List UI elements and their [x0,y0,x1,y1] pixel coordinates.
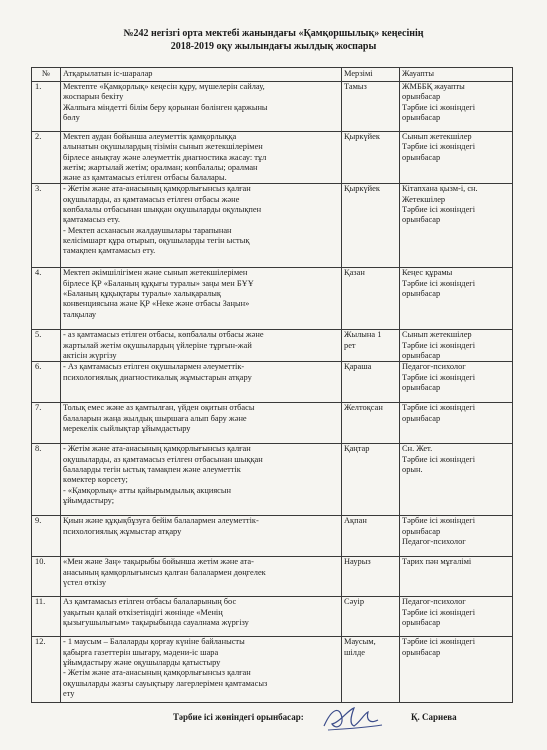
activity-line: Мектеп аудан бойынша әлеуметтік қамқорлыққа [63,132,237,141]
responsible-line: Тарих пән мұғалімі [402,557,472,567]
responsible-line: Сынып жетекшілер [402,132,472,141]
activity-cell [61,516,342,557]
activity-line: балаларын жаңа жылдық шыршаға алып бару және [63,413,247,423]
table-row [32,362,513,403]
row-number: 7. [32,403,61,444]
term-cell [342,597,400,637]
responsible-cell [400,330,513,362]
activity-line: көпбалалы отбасынан шыққан оқушыларды оқулықпен [63,205,262,215]
activity-line: - «Қамқорлық» атты қайырымдылық акциясын [63,485,231,495]
term-line: Жылына 1 [344,330,382,340]
activity-cell [61,184,342,268]
responsible-line: Сынып жетекшілер [402,330,472,340]
row-number: 4. [32,268,61,330]
table-body [32,82,513,703]
row-number: 3. [32,184,61,268]
responsible-line: орынбасар [402,413,441,423]
handwritten-signature [318,700,388,734]
responsible-line: орынбасар [402,215,441,225]
signature-name: Қ. Сариева [411,712,457,722]
document-title-line-1: №242 негізгі орта мектебі жанындағы «Қамқоршылық» кеңесінің [123,28,424,39]
activity-cell [61,557,342,597]
activity-line: Қиын және құқықбұзуға бейім балалармен әлеуметтік- [63,516,259,526]
signature-position: Тәрбие ісі жөніндегі орынбасар: [173,712,304,722]
term-cell [342,516,400,557]
responsible-cell [400,597,513,637]
activity-line: - Аз қамтамасыз етілген оқушылармен әлеуметтік- [63,362,245,372]
activity-cell [61,362,342,403]
activity-line: балаларды тегін ыстық тамақпен және әлеуметтік [63,464,241,474]
responsible-line: Педагог-психолог [402,536,466,546]
activity-line: актісін жүргізу [63,351,117,361]
activity-line: Толық емес және аз қамтылған, үйден оқитын отбасы [63,403,255,413]
plan-table [31,67,513,703]
activity-line: оқушыларды жазғы сауықтыру лагерлерімен қамтамасыз [63,678,268,688]
term-cell [342,82,400,132]
row-number: 6. [32,362,61,403]
responsible-line: Педагог-психолог [402,597,466,607]
activity-line: - 1 маусым – Балаларды қорғау күніне байланысты [63,637,245,647]
activity-line: талқылау [63,309,97,319]
responsible-line: Сн. Жет. [402,444,433,454]
activity-line: психологиялық жұмыстар атқару [63,526,182,536]
activity-line: жоспарын бекіту [63,92,124,102]
term-line: Қыркүйек [344,132,380,141]
activity-cell [61,597,342,637]
activity-line: үстел өткізу [63,577,107,587]
term-line: Қазан [344,268,365,278]
term-line: Желтоқсан [344,403,383,413]
responsible-cell [400,637,513,703]
header-activity: Атқарылатын іс-шаралар [61,68,342,82]
table-row [32,82,513,132]
term-cell [342,268,400,330]
table-header-row [32,68,513,82]
term-cell [342,444,400,516]
responsible-line: Тәрбие ісі жөніндегі [402,607,476,617]
activity-cell [61,444,342,516]
row-number: 1. [32,82,61,132]
responsible-line: орынбасар [402,112,441,122]
activity-line: келісімшарт құра отырып, оқушыларды тегін ыстық [63,235,250,245]
responsible-cell [400,362,513,403]
row-number: 11. [32,597,61,637]
term-line: Тамыз [344,82,367,91]
table-row [32,268,513,330]
responsible-line: орынбасар [402,152,441,162]
responsible-line: Педагог-психолог [402,362,466,372]
responsible-cell [400,82,513,132]
row-number: 2. [32,132,61,184]
activity-cell [61,330,342,362]
term-cell [342,330,400,362]
activity-line: оқушыларды, аз қамтамасыз етілген отбасы және [63,194,240,204]
activity-line: - Мектеп асханасын жалдаушылары тарапынан [63,225,232,235]
responsible-cell [400,557,513,597]
activity-line: анасының қамқорлығынсыз қалған балалармен дөңгелек [63,567,266,577]
responsible-line: Тәрбие ісі жөніндегі [402,102,476,112]
table-row [32,132,513,184]
header-number: № [32,68,61,82]
responsible-line: орынбасар [402,617,441,627]
responsible-line: Тәрбие ісі жөніндегі [402,340,476,350]
row-number: 8. [32,444,61,516]
activity-line: «Баланың құқықтары туралы» халықаралық [63,289,221,299]
activity-line: Аз қамтамасыз етілген отбасы балаларының бос [63,597,237,607]
table-row [32,403,513,444]
responsible-line: Тәрбие ісі жөніндегі [402,454,476,464]
activity-line: тамақпен қамтамасыз ету. [63,246,156,256]
term-cell [342,362,400,403]
responsible-line: орынбасар [402,289,441,299]
term-line: Қараша [344,362,372,372]
row-number: 5. [32,330,61,362]
term-line: рет [344,340,356,350]
activity-line: - аз қамтамасыз етілген отбасы, көпбалалы отбасы және [63,330,264,340]
header-responsible: Жауапты [400,68,513,82]
responsible-cell [400,268,513,330]
term-line: Ақпан [344,516,367,526]
responsible-line: Тәрбие ісі жөніндегі [402,403,476,413]
activity-line: ұйымдастыру және оқушыларды қатыстыру [63,657,221,667]
activity-line: қамтамасыз ету. [63,215,120,225]
activity-line: көмектер көрсету; [63,475,128,485]
activity-cell [61,403,342,444]
document-title-line-2: 2018-2019 оқу жылындағы жылдық жоспары [170,41,377,52]
activity-cell [61,637,342,703]
responsible-line: орынбасар [402,351,441,361]
activity-line: жетім; жартылай жетім; оралман; көпбалалы; оралман [63,162,258,172]
responsible-line: Тәрбие ісі жөніндегі [402,278,476,288]
responsible-line: Тәрбие ісі жөніндегі [402,142,476,152]
activity-line: қызығушылығым» тақырыбында сауалнама жүргізу [63,617,249,627]
activity-line: қабырға газеттерін шығару, мәдени-іс шара [63,647,219,657]
activity-line: жартылай жетім оқушылардың үйлеріне тұрғын-жай [63,340,252,350]
responsible-line: Тәрбие ісі жөніндегі [402,205,476,215]
responsible-line: Жетекшілер [402,194,446,204]
term-cell [342,557,400,597]
row-number: 9. [32,516,61,557]
activity-line: бірлесе ҚР «Баланың құқығы туралы» заңы мен БҰҰ [63,278,254,288]
responsible-line: орынбасар [402,382,441,392]
activity-line: Жалпыға міндетті білім беру қорынан бөлінген қаржыны [63,102,268,112]
term-cell [342,403,400,444]
table-row [32,184,513,268]
table-row [32,516,513,557]
term-line: Қыркүйек [344,184,380,194]
activity-line: бірлесе анықтау және әлеуметтік диагностика жасау: тұл [63,152,267,162]
activity-line: және аз қамтамасыз етілген отбасы балалары. [63,173,227,183]
activity-line: Мектепте «Қамқорлық» кеңесін құру, мүшелерін сайлау, [63,82,265,91]
responsible-line: Кітапхана қызм-і, сн. [402,184,478,194]
activity-cell [61,82,342,132]
term-line: Маусым, [344,637,376,647]
activity-line: ұйымдастыру; [63,495,115,505]
term-cell [342,184,400,268]
term-line: Сәуір [344,597,365,607]
activity-line: психологиялық диагностикалық жұмыстарын атқару [63,372,252,382]
activity-line: оқушыларды, аз қамтамасыз етілген отбасынан шыққан [63,454,263,464]
term-line: шілде [344,647,365,657]
responsible-line: Кеңес құрамы [402,268,453,278]
activity-cell [61,132,342,184]
table-row [32,557,513,597]
responsible-line: Тәрбие ісі жөніндегі [402,372,476,382]
responsible-line: орынбасар [402,526,441,536]
header-term: Мерзімі [342,68,400,82]
responsible-cell [400,444,513,516]
responsible-line: Тәрбие ісі жөніндегі [402,516,476,526]
responsible-line: ЖМББҚ жауапты [402,82,465,91]
term-cell [342,637,400,703]
activity-line: «Мен және Заң» тақырыбы бойынша жетім және ата- [63,557,254,567]
responsible-line: орынбасар [402,647,441,657]
responsible-cell [400,132,513,184]
table-row [32,597,513,637]
activity-line: уақытын қалай өткізетіндігі жөнінде «Менің [63,607,223,617]
table-row [32,637,513,703]
table-row [32,444,513,516]
activity-line: - Жетім және ата-анасының қамқорлығынсыз қалған [63,668,251,678]
activity-line: бөлу [63,112,80,122]
activity-line: ету [63,688,75,698]
row-number: 10. [32,557,61,597]
term-line: Наурыз [344,557,371,567]
activity-line: алынатын оқушылардың тізімін сынып жетекшілерімен [63,142,263,152]
responsible-line: орын. [402,464,423,474]
responsible-line: орынбасар [402,92,441,102]
activity-line: Мектеп әкімшілігімен және сынып жетекшілерімен [63,268,248,278]
responsible-cell [400,403,513,444]
activity-line: конвенциясына және ҚР «Неке және отбасы Заңын» [63,299,250,309]
activity-line: мерекелік сыйлықтар ұйымдастыру [63,423,191,433]
activity-line: - Жетім және ата-анасының қамқорлығынсыз қалған [63,184,251,194]
activity-line: - Жетім және ата-анасының қамқорлығынсыз қалған [63,444,251,454]
term-cell [342,132,400,184]
activity-cell [61,268,342,330]
row-number: 12. [32,637,61,703]
term-line: Қаңтар [344,444,370,454]
responsible-cell [400,184,513,268]
responsible-cell [400,516,513,557]
table-row [32,330,513,362]
responsible-line: Тәрбие ісі жөніндегі [402,637,476,647]
